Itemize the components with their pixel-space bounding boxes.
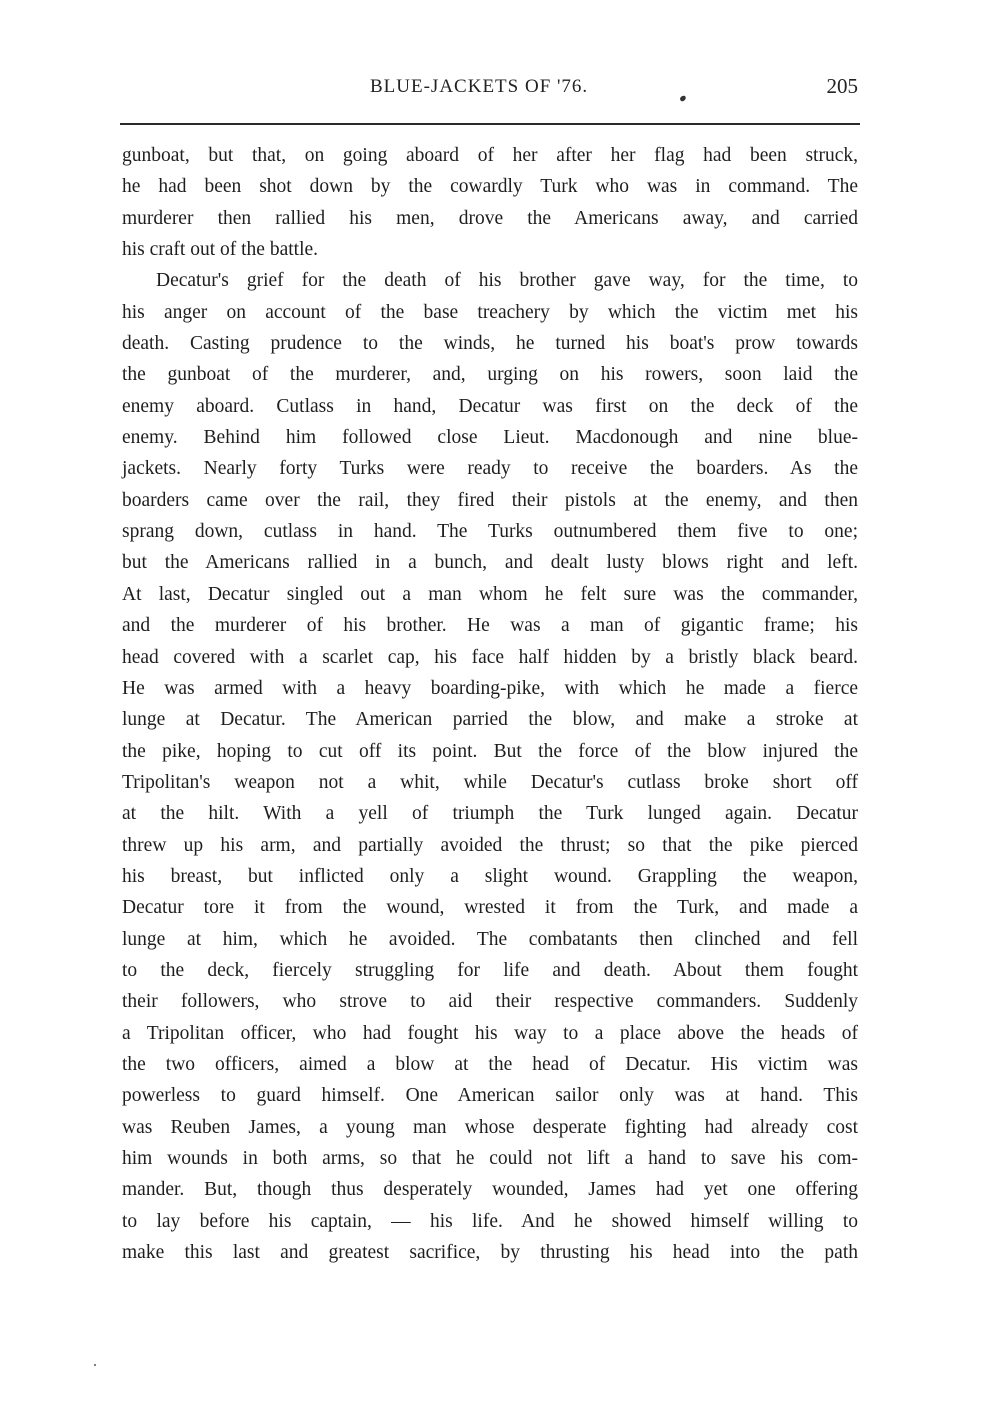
text-line: death. Casting prudence to the winds, he turned his boat's prow towards: [122, 333, 858, 355]
text-line: threw up his arm, and partially avoided the thrust; so that the pike pierced: [122, 834, 858, 856]
text-line: his craft out of the battle.: [122, 239, 319, 261]
text-line: Decatur tore it from the wound, wrested it from the Turk, and made a: [122, 897, 858, 919]
text-line: lunge at Decatur. The American parried the blow, and make a stroke at: [122, 709, 858, 731]
paragraph-start-line: Decatur's grief for the death of his brother gave way, for the time, to: [156, 270, 858, 292]
text-line: make this last and greatest sacrifice, by thrusting his head into the path: [122, 1242, 858, 1264]
body-text: [122, 140, 858, 1268]
text-line: to lay before his captain, — his life. And he showed himself willing to: [122, 1210, 858, 1232]
text-line: but the Americans rallied in a bunch, and dealt lusty blows right and left.: [122, 552, 858, 574]
text-line: enemy aboard. Cutlass in hand, Decatur was first on the deck of the: [122, 395, 858, 417]
text-line: a Tripolitan officer, who had fought his way to a place above the heads of: [122, 1022, 858, 1044]
text-line: sprang down, cutlass in hand. The Turks outnumbered them five to one;: [122, 521, 858, 543]
text-line: powerless to guard himself. One American sailor only was at hand. This: [122, 1085, 858, 1107]
running-title: BLUE-JACKETS OF '76.: [370, 76, 589, 97]
text-line: boarders came over the rail, they fired their pistols at the enemy, and then: [122, 489, 858, 511]
text-line: the two officers, aimed a blow at the head of Decatur. His victim was: [122, 1053, 858, 1075]
header-rule-divider: [120, 123, 860, 125]
page-number: 205: [826, 74, 858, 98]
text-line: jackets. Nearly forty Turks were ready to receive the boarders. As the: [122, 458, 858, 480]
text-line: enemy. Behind him followed close Lieut. Macdonough and nine blue-: [122, 427, 858, 449]
text-line: him wounds in both arms, so that he could not lift a hand to save his com-: [122, 1148, 858, 1169]
text-line: Tripolitan's weapon not a whit, while Decatur's cutlass broke short off: [122, 771, 858, 793]
text-line: At last, Decatur singled out a man whom he felt sure was the commander,: [122, 583, 858, 605]
text-line: lunge at him, which he avoided. The combatants then clinched and fell: [122, 928, 858, 950]
text-line: murderer then rallied his men, drove the Americans away, and carried: [122, 207, 858, 229]
text-line: and the murderer of his brother. He was a man of gigantic frame; his: [122, 615, 858, 637]
text-line: to the deck, fiercely struggling for life and death. About them fought: [122, 959, 858, 981]
text-line: at the hilt. With a yell of triumph the Turk lunged again. Decatur: [122, 803, 858, 825]
text-line: their followers, who strove to aid their respective commanders. Suddenly: [122, 991, 858, 1013]
text-line: was Reuben James, a young man whose desperate fighting had already cost: [122, 1116, 858, 1138]
text-line: mander. But, though thus desperately wounded, James had yet one offering: [122, 1179, 858, 1201]
text-line: his breast, but inflicted only a slight wound. Grappling the weapon,: [122, 865, 858, 887]
text-line: head covered with a scarlet cap, his face half hidden by a bristly black beard.: [122, 646, 858, 668]
text-line: he had been shot down by the cowardly Turk who was in command. The: [122, 176, 858, 198]
text-line: He was armed with a heavy boarding-pike, with which he made a fierce: [122, 677, 858, 699]
text-line: the gunboat of the murderer, and, urging on his rowers, soon laid the: [122, 364, 858, 386]
ink-dot-decoration: [94, 1364, 96, 1366]
text-line: the pike, hoping to cut off its point. But the force of the blow injured the: [122, 740, 858, 762]
text-line: gunboat, but that, on going aboard of her after her flag had been struck,: [122, 145, 858, 166]
text-line: his anger on account of the base treachery by which the victim met his: [122, 301, 858, 323]
running-head: [120, 76, 860, 110]
